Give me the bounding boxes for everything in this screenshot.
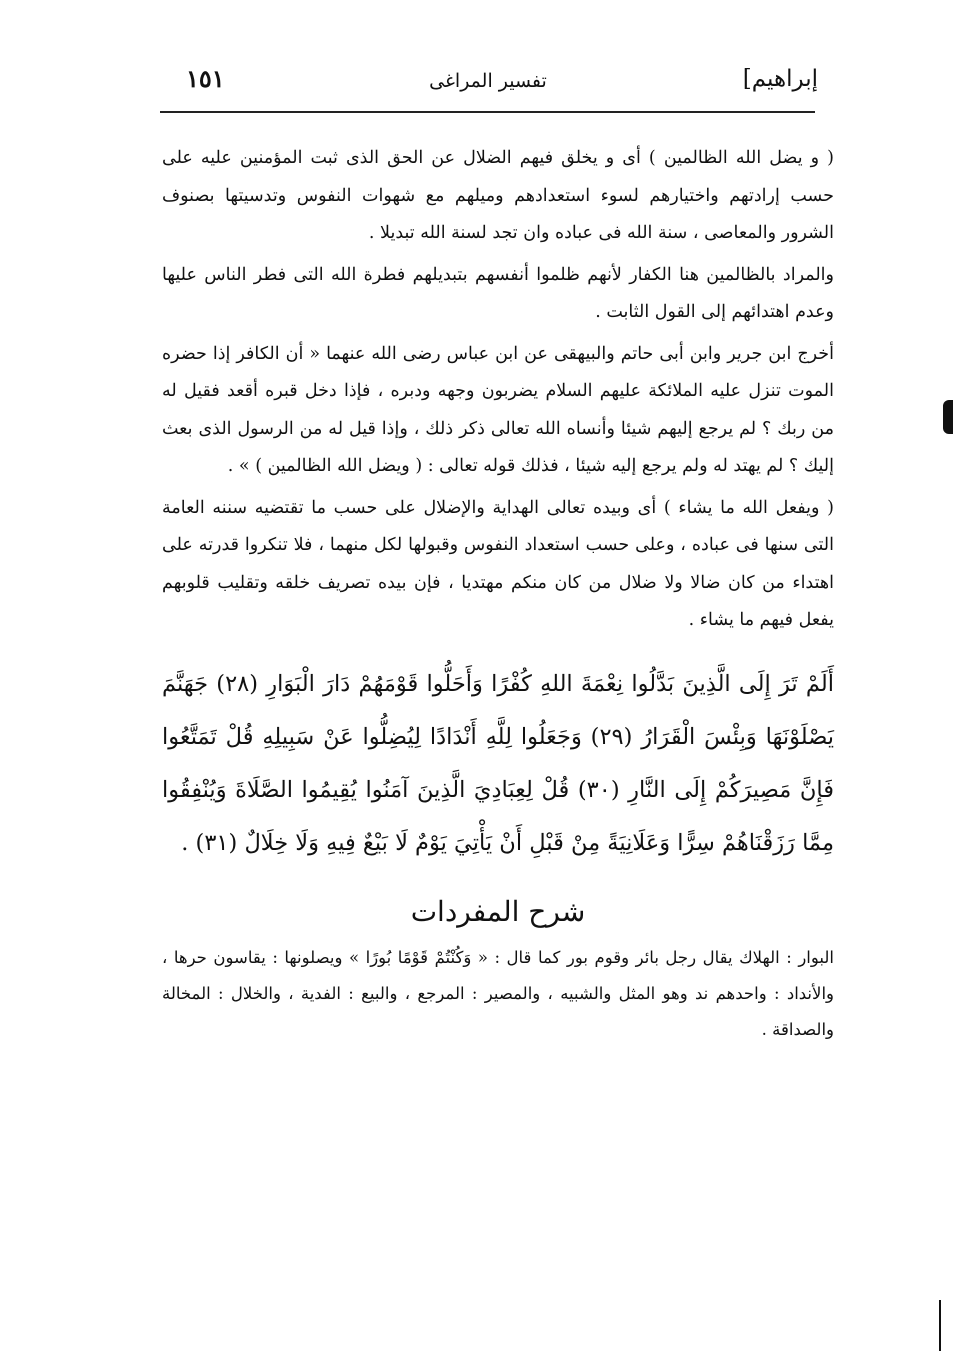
vocabulary-section (162, 940, 834, 1048)
scan-edge-mark (943, 400, 953, 434)
vocabulary-paragraph: البوار : الهلاك يقال رجل بائر وقوم بور كما قال : « وَكُنْتُمْ قَوْمًا بُورًا » ويصلونها : يقاسون حرها ، والأنداد : واحدهم ند وهو المثل والشبيه ، والمصير : المرجع ، والبيع : الفدية ، والخلال : المخالة والصداقة . (162, 948, 834, 1039)
page-header (158, 62, 818, 104)
commentary-paragraph: والمراد بالظالمين هنا الكفار لأنهم ظلموا أنفسهم بتبديلهم فطرة الله التى فطر الناس عليها وعدم اهتدائهم إلى القول الثابت . (162, 264, 834, 322)
quran-verse: أَلَمْ تَرَ إِلَى الَّذِينَ بَدَّلُوا نِعْمَةَ اللهِ كُفْرًا وَأَحَلُّوا قَوْمَهُمْ دَارَ الْبَوَارِ (٢٨) جَهَنَّمَ يَصْلَوْنَهَا وَبِئْسَ الْقَرَارُ (٢٩) وَجَعَلُوا لِلَّهِ أَنْدَادًا لِيُضِلُّوا عَنْ سَبِيلِهِ قُلْ تَمَتَّعُوا فَإِنَّ مَصِيرَكُمْ إِلَى النَّارِ (٣٠) قُلْ لِعِبَادِيَ الَّذِينَ آمَنُوا يُقِيمُوا الصَّلَاةَ وَيُنْفِقُوا مِمَّا رَزَقْنَاهُمْ سِرًّا وَعَلَانِيَةً مِنْ قَبْلِ أَنْ يَأْتِيَ يَوْمٌ لَا بَيْعٌ فِيهِ وَلَا خِلَالٌ (٣١) . (162, 670, 834, 856)
page-body (162, 140, 834, 1048)
commentary-paragraph: أخرج ابن جرير وابن أبى حاتم والبيهقى عن ابن عباس رضى الله عنهما « أن الكافر إذا حضره الموت تنزل عليه الملائكة عليهم السلام يضربون وجهه ودبره ، فإذا دخل قبره أقعد فقيل له من ربك ؟ لم يرجع إليهم شيئا وأنساه الله تعالى ذكر ذلك ، وإذا قيل له من الرسول الذى بعث إليك ؟ لم يهتد له ولم يرجع إليه شيئا ، فذلك قوله تعالى : ( ويضل الله الظالمين ) » . (162, 343, 834, 476)
scan-edge-line (939, 1300, 941, 1351)
commentary-paragraph: ( و يضل الله الظالمين ) أى و يخلق فيهم الضلال عن الحق الذى ثبت المؤمنين عليه على حسب إرادتهم واختيارهم لسوء استعدادهم وميلهم مع شهوات النفوس وتدسيتها بصنوف الشرور والمعاصى ، سنة الله فى عباده وان تجد لسنة الله تبديلا . (162, 148, 834, 243)
chapter-name: إبراهيم] (742, 66, 818, 92)
commentary-paragraph: ( ويفعل الله ما يشاء ) أى وبيده تعالى الهداية والإضلال على حسب ما تقتضيه سننه العامة التى سنها فى عباده ، وعلى حسب استعداد النفوس وقبولها لكل منهما ، فلا تنكروا قدرته على اهتداء من كان ضالا ولا ضلال من كان منكم مهتديا ، فإن بيده تصريف خلقه وتقليب قلوبهم يفعل فيهم ما يشاء . (162, 497, 834, 630)
section-heading: شرح المفردات (410, 895, 586, 928)
page-number: ١٥١ (186, 64, 225, 93)
book-title: تفسير المراغى (429, 70, 547, 92)
header-divider (160, 111, 815, 113)
